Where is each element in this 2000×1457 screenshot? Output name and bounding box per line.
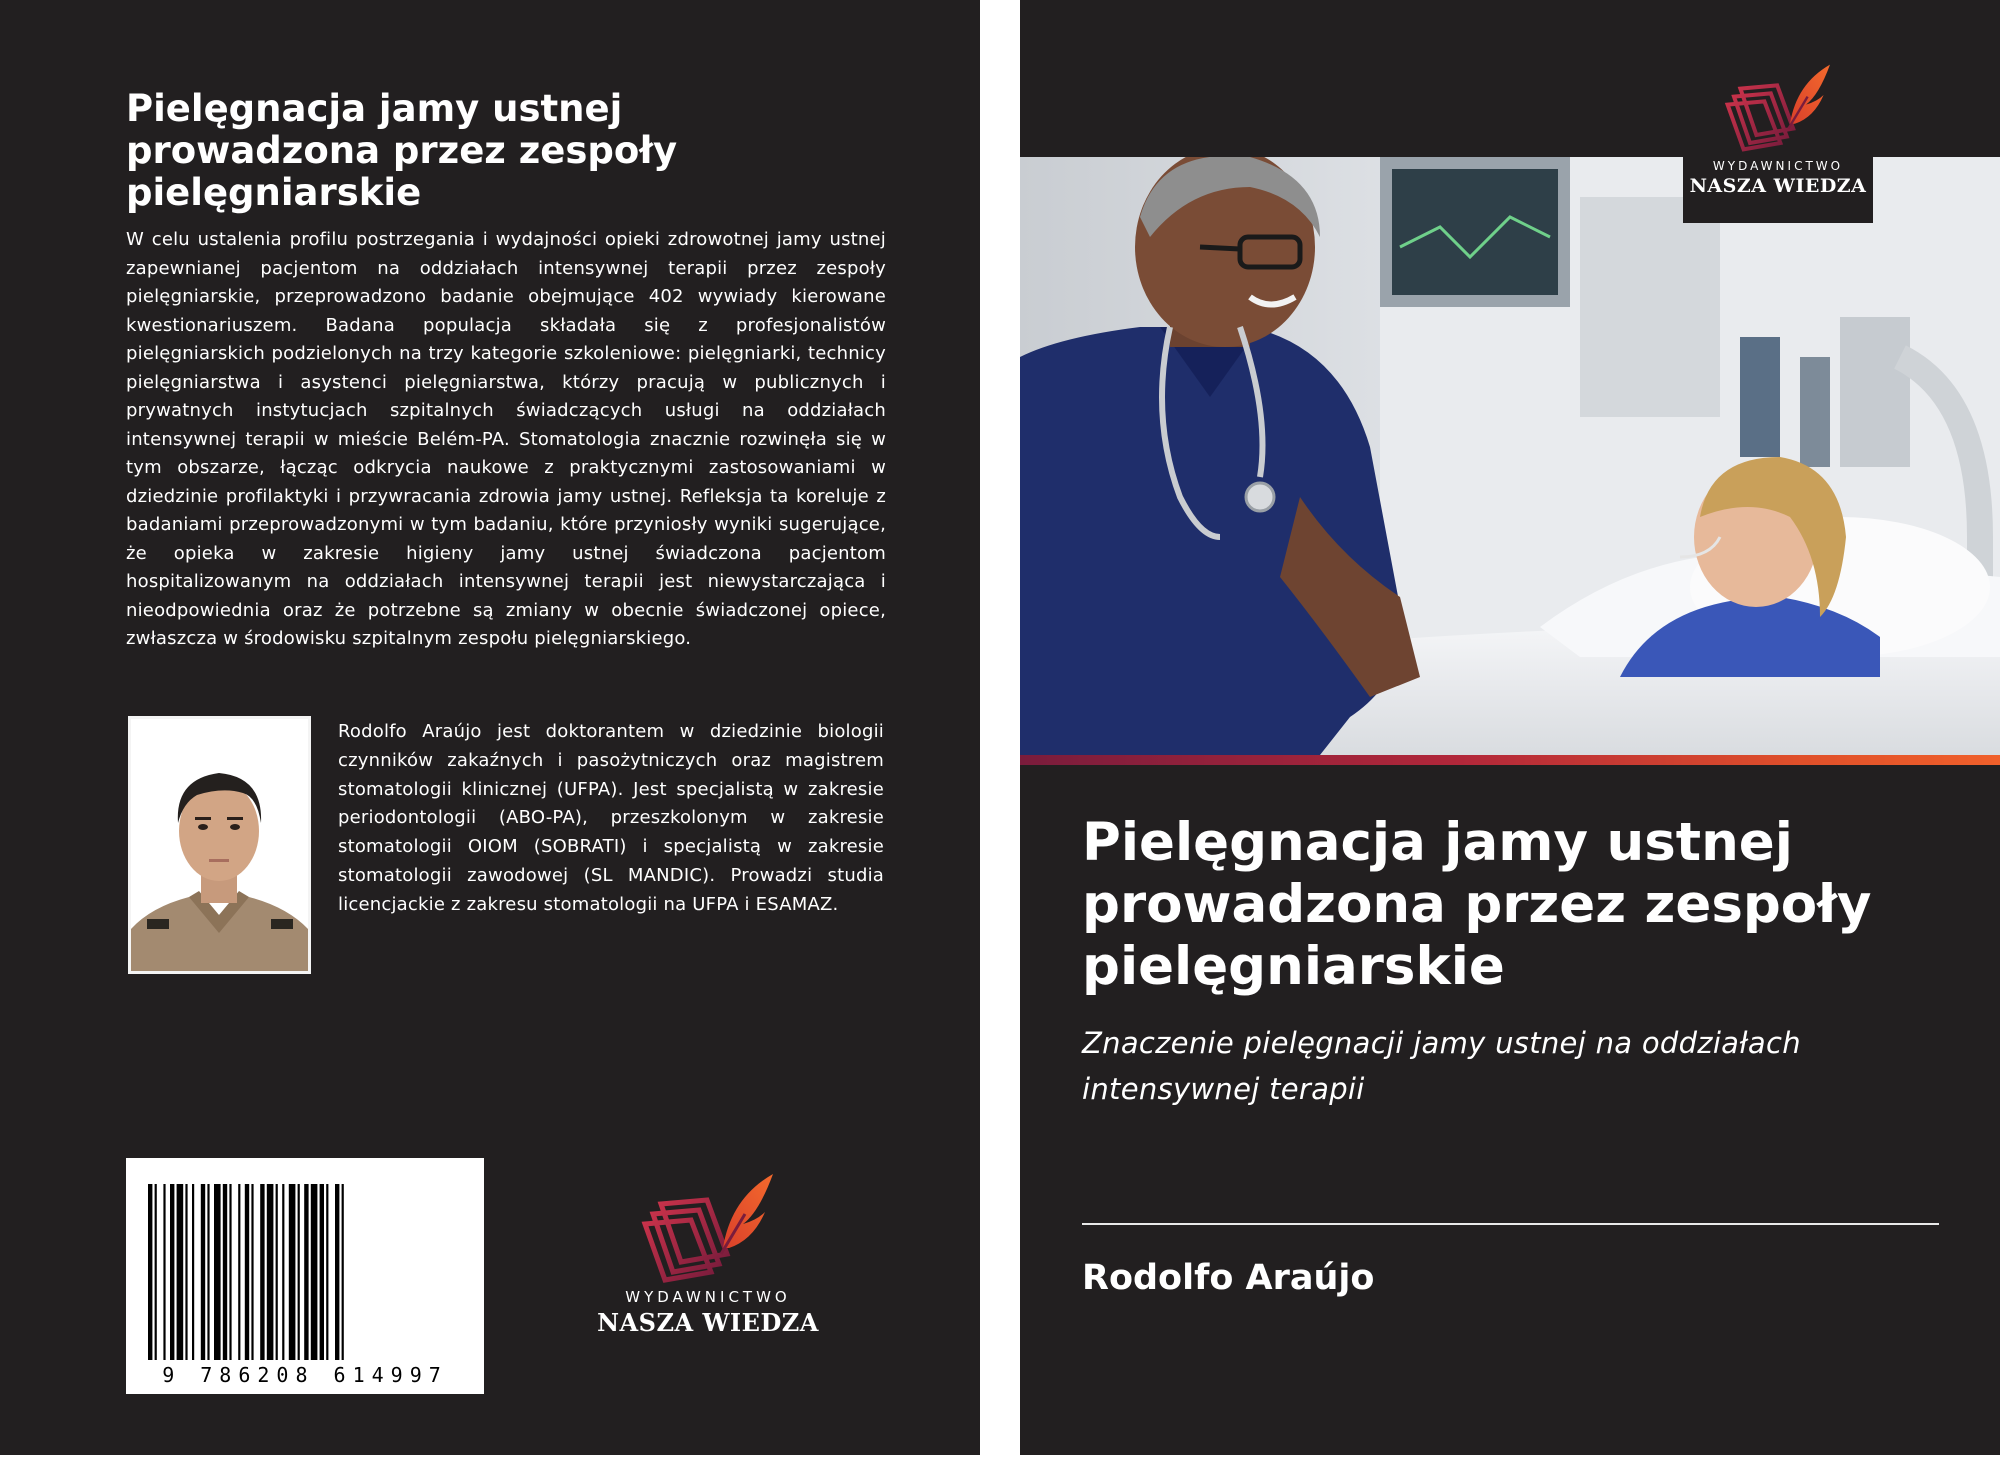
back-cover-title: Pielęgnacja jamy ustnej prowadzona przez zespoły pielęgniarskie (126, 87, 678, 214)
front-cover-subtitle: Znaczenie pielęgnacji jamy ustnej na oddziałach intensywnej terapii (1082, 1026, 1801, 1106)
book-quill-icon (633, 1168, 783, 1286)
front-cover (1020, 0, 2000, 1455)
back-cover-blurb: W celu ustalenia profilu postrzegania i wydajności opieki zdrowotnej jamy ustnej zapewnianej pacjentom na oddziałach intensywnej terapii przez zespoły pielęgniarskie, przeprowadzono badanie obejmujące 402 wywiady kierowane kwestionariuszem. Badana populacja składała się z profesjonalistów pielęgniarskich podzielonych na trzy kategorie szkoleniowe: pielęgniarki, technicy pielęgniarstwa i asystenci pielęgniarstwa, którzy pracują w publicznych i prywatnych instytucjach szpitalnych świadczących usługi na oddziałach intensywnej terapii w mieście Belém-PA. Stomatologia znacznie rozwinęła się w tym obszarze, łącząc odkrycia naukowe z praktycznymi zastosowaniami w dziedzinie profilaktyki i przywracania zdrowia jamy ustnej. Refleksja ta koreluje z badaniami przeprowadzonymi w tym badaniu, które przyniosły wyniki sugerujące, że opieka w zakresie higieny jamy ustnej świadczona pacjentom hospitalizowanym na oddziałach intensywnej terapii jest niewystarczająca i nieodpowiednia oraz że potrzebne są zmiany w obecnie świadczonej opiece, zwłaszcza w środowisku szpitalnym zespołu pielęgniarskiego. (126, 229, 886, 649)
front-cover-title: Pielęgnacja jamy ustnej prowadzona przez zespoły pielęgniarskie (1082, 812, 1872, 997)
accent-stripe (1020, 755, 2000, 765)
back-cover (0, 0, 980, 1455)
divider (1082, 1223, 1939, 1225)
publisher-kicker: WYDAWNICTWO (1712, 159, 1844, 173)
author-portrait-icon (128, 716, 311, 974)
publisher-logo-front (1683, 55, 1873, 223)
nurse-with-child-photo-icon (1020, 157, 2000, 755)
publisher-name: NASZA WIEDZA (1689, 175, 1867, 197)
publisher-kicker: WYDAWNICTWO (625, 1288, 791, 1306)
isbn-digits: 9 786208 614997 (162, 1363, 448, 1387)
author-bio: Rodolfo Araújo jest doktorantem w dziedzinie biologii czynników zakaźnych i pasożytniczych oraz magistrem stomatologii klinicznej (UFPA). Jest specjalistą w zakresie periodontologii (ABO-PA), przeszkolonym w zakresie stomatologii OIOM (SOBRATI) i specjalistą w zakresie stomatologii zawodowej (SL MANDIC). Prowadzi studia licencjackie z zakresu stomatologii na UFPA i ESAMAZ. (338, 721, 884, 915)
publisher-name: NASZA WIEDZA (597, 1308, 819, 1337)
front-cover-author: Rodolfo Araújo (1082, 1258, 1375, 1298)
isbn-barcode (126, 1158, 484, 1394)
publisher-logo-back (588, 1168, 828, 1358)
book-quill-icon (1718, 55, 1838, 159)
